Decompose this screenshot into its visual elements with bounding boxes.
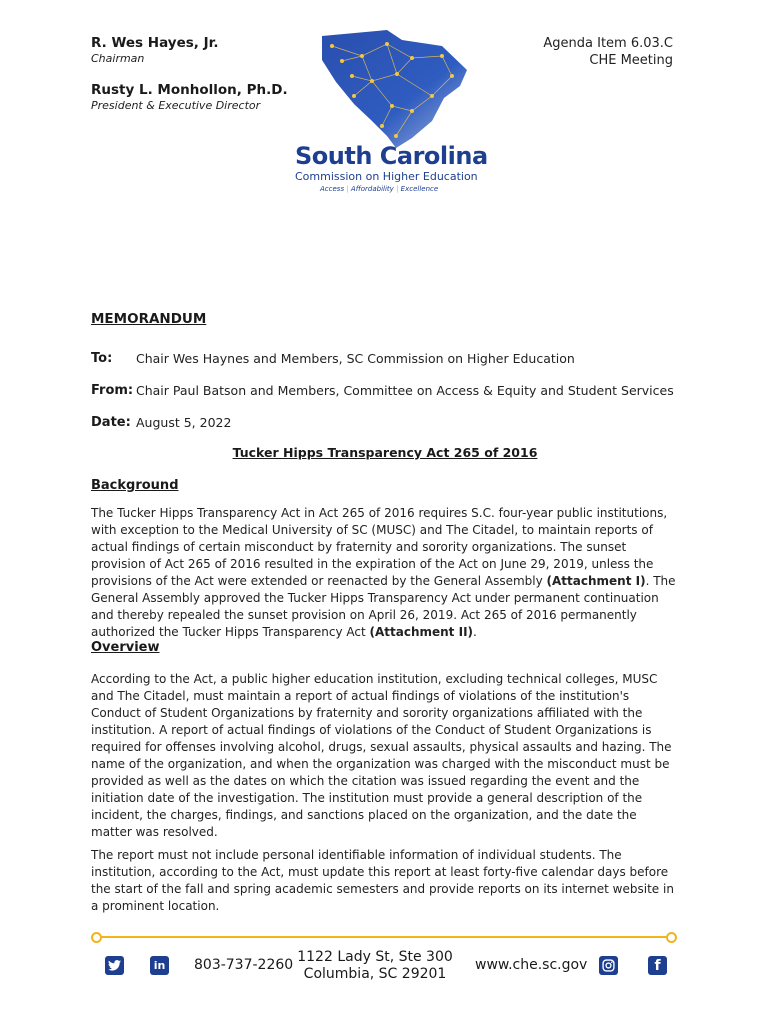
- to-label: To:: [91, 351, 113, 366]
- president-name: Rusty L. Monhollon, Ph.D.: [91, 82, 288, 98]
- meeting-label: CHE Meeting: [589, 53, 673, 68]
- instagram-icon[interactable]: [599, 956, 618, 975]
- background-paragraph: The Tucker Hipps Transparency Act in Act 265 of 2016 requires S.C. four-year public institutions, with exception to the Medical University of SC (MUSC) and The Citadel, to maintain reports of actual findings of certain misconduct by fraternity and sorority organizations. The sunset provision of Act 265 of 2016 resulted in the expiration of the Act on June 29, 2019, unless the provisions of the Act were extended or reenacted by the General Assembly (Attachment I). The General Assembly approved the Tucker Hipps Transparency Act under permanent continuation and thereby repealed the sunset provision on April 26, 2019. Act 265 of 2016 permanently authorized the Tucker Hipps Transparency Act (Attachment II).: [91, 506, 676, 639]
- president-title: President & Executive Director: [91, 99, 261, 112]
- footer-divider: [91, 931, 677, 943]
- overview-heading: Overview: [91, 640, 160, 655]
- attachment-2-ref: (Attachment II): [369, 625, 474, 639]
- logo-tagline: Access | Affordability | Excellence: [320, 185, 439, 193]
- memo-subject: Tucker Hipps Transparency Act 265 of 2016: [232, 445, 538, 460]
- twitter-icon[interactable]: [105, 956, 124, 975]
- agenda-item: Agenda Item 6.03.C: [543, 36, 673, 51]
- footer-phone: 803-737-2260: [194, 957, 294, 973]
- overview-paragraph-1: According to the Act, a public higher education institution, excluding technical colleges, MUSC and The Citadel, must maintain a report of actual findings of violations of the institution's Conduct of Student Organizations by fraternity and sorority organizations affiliated with the institution. A report of actual findings of violations of the Conduct of Student Organizations is required for offenses involving alcohol, drugs, sexual assaults, physical assaults and hazing. The name of the organization, and when the organization was charged with the misconduct must be provided as well as the dates on which the citation was issued regarding the event and the initiation date of the investigation. The institution must provide a general description of the incident, the charges, findings, and sanctions placed on the organization, and the date the matter was resolved.: [91, 672, 672, 839]
- footer-website[interactable]: www.che.sc.gov: [475, 957, 588, 973]
- background-heading: Background: [91, 478, 179, 493]
- from-label: From:: [91, 383, 134, 398]
- chair-title: Chairman: [91, 52, 145, 65]
- agenda-block: [543, 35, 673, 69]
- date-value: August 5, 2022: [136, 415, 232, 430]
- date-label: Date:: [91, 415, 131, 430]
- overview-paragraph-2: The report must not include personal identifiable information of individual students. The institution, according to the Act, must update this report at least forty-five calendar days before the start of the fall and spring academic semesters and provide reports on its internet website in a prominent location.: [91, 848, 674, 913]
- from-value: Chair Paul Batson and Members, Committee on Access & Equity and Student Services: [136, 383, 674, 398]
- memo-heading: MEMORANDUM: [91, 311, 207, 327]
- logo-title: South Carolina: [295, 142, 488, 170]
- chair-name: R. Wes Hayes, Jr.: [91, 35, 219, 51]
- facebook-icon[interactable]: f: [648, 956, 667, 975]
- to-value: Chair Wes Haynes and Members, SC Commission on Higher Education: [136, 351, 575, 366]
- sc-che-logo: [292, 26, 488, 196]
- linkedin-icon[interactable]: in: [150, 956, 169, 975]
- footer-address: 1122 Lady St, Ste 300 Columbia, SC 29201: [297, 949, 453, 982]
- logo-subtitle: Commission on Higher Education: [295, 170, 478, 183]
- attachment-1-ref: (Attachment I): [546, 574, 646, 588]
- state-map-icon: [292, 26, 484, 151]
